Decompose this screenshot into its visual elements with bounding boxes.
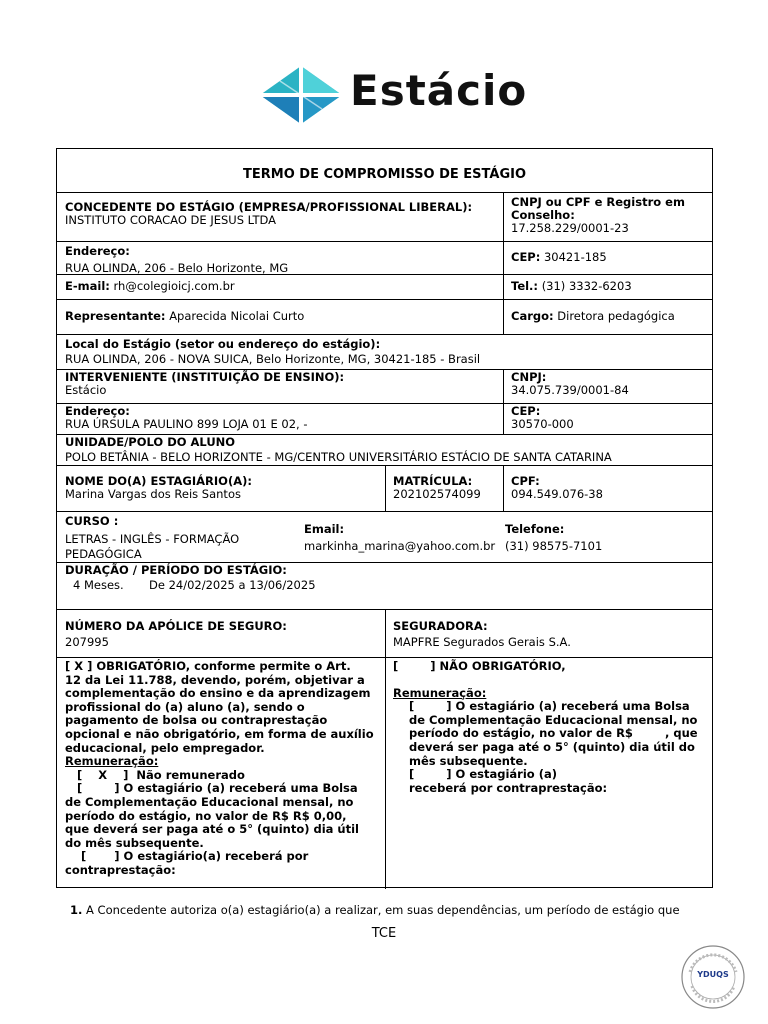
seguradora-label: SEGURADORA: — [393, 619, 488, 633]
bolsa-checkbox-2[interactable]: [ ] O estagiário (a) receberá uma Bolsa — [393, 699, 690, 714]
local-label: Local do Estágio (setor ou endereço do estágio): — [65, 337, 381, 351]
nao-obrig-line: de Complementação Educacional mensal, no — [393, 712, 698, 727]
tel-label: Tel.: — [511, 279, 539, 293]
nome-label: NOME DO(A) ESTAGIÁRIO(A): — [65, 474, 252, 488]
obrig-line: complementação do ensino e da aprendizagem — [65, 686, 371, 701]
tel-value: (31) 3332-6203 — [541, 279, 632, 293]
cargo-value: Diretora pedagógica — [557, 309, 675, 323]
curso-value-line1: LETRAS - INGLÊS - FORMAÇÃO — [65, 532, 240, 546]
cnpj2-value: 34.075.739/0001-84 — [511, 383, 629, 397]
local-value: RUA OLINDA, 206 - NOVA SUICA, Belo Horizonte, MG, 30421-185 - Brasil — [65, 352, 481, 366]
telefone-label: Telefone: — [505, 522, 565, 536]
email2-value: markinha_marina@yahoo.com.br — [304, 539, 496, 553]
concedente-value: INSTITUTO CORACAO DE JESUS LTDA — [65, 213, 277, 227]
cnpj-label: CNPJ ou CPF e Registro em Conselho: — [511, 195, 685, 222]
diamond-logo-icon — [258, 64, 344, 126]
apolice-value: 207995 — [65, 635, 109, 649]
email2-label: Email: — [304, 522, 345, 536]
matricula-value: 202102574099 — [393, 487, 481, 501]
seguradora-value: MAPFRE Segurados Gerais S.A. — [393, 635, 571, 649]
interveniente-value: Estácio — [65, 383, 107, 397]
yduqs-stamp — [680, 944, 746, 1010]
matricula-label: MATRÍCULA: — [393, 474, 473, 488]
obrig-line[interactable]: [ X ] OBRIGATÓRIO, conforme permite o Art. — [65, 659, 351, 673]
internship-form — [56, 148, 713, 888]
cargo-label: Cargo: — [511, 309, 554, 323]
curso-value-line2: PEDAGÓGICA — [65, 547, 142, 561]
cpf-label: CPF: — [511, 474, 540, 488]
clause-number: 1. — [70, 903, 83, 917]
footer-label: TCE — [371, 926, 397, 941]
nao-remunerado-checkbox[interactable]: [ X ] Não remunerado — [65, 767, 245, 782]
curso-label: CURSO : — [65, 514, 119, 528]
cep-label: CEP: — [511, 250, 541, 264]
duracao-label: DURAÇÃO / PERÍODO DO ESTÁGIO: — [65, 563, 287, 577]
remuneracao-label: Remuneração: — [65, 754, 159, 769]
remuneracao-label-2: Remuneração: — [393, 685, 487, 700]
representante-label: Representante: — [65, 309, 166, 323]
obrig-line: pagamento de bolsa ou contraprestação — [65, 713, 328, 728]
endereco-label: Endereço: — [65, 244, 130, 258]
logo-text: Estácio — [350, 66, 528, 115]
stamp-text: YDUQS — [697, 970, 729, 979]
obrig-line: profissional do (a) aluno (a), sendo o — [65, 699, 305, 714]
obrig-remun-line: de Complementação Educacional mensal, no — [65, 794, 354, 809]
duracao-periodo: De 24/02/2025 a 13/06/2025 — [149, 578, 316, 592]
clause-1 — [70, 903, 710, 917]
apolice-label: NÚMERO DA APÓLICE DE SEGURO: — [65, 619, 287, 633]
contraprestacao-checkbox[interactable]: [ ] O estagiário(a) receberá por — [65, 849, 309, 864]
unidade-label: UNIDADE/POLO DO ALUNO — [65, 435, 236, 449]
email-label: E-mail: — [65, 279, 110, 293]
telefone-value: (31) 98575-7101 — [505, 539, 603, 553]
representante-value: Aparecida Nicolai Curto — [169, 309, 305, 323]
obrig-line: educacional, pelo empregador. — [65, 740, 265, 755]
nao-obrigatorio-checkbox[interactable]: [ ] NÃO OBRIGATÓRIO, — [393, 659, 566, 673]
form-title: TERMO DE COMPROMISSO DE ESTÁGIO — [243, 167, 526, 182]
cep2-value: 30570-000 — [511, 417, 574, 431]
cnpj-value: 17.258.229/0001-23 — [511, 221, 629, 235]
nao-obrig-line: mês subsequente. — [393, 753, 528, 768]
obrig-remun-line: do mês subsequente. — [65, 835, 204, 850]
nao-obrig-line: deverá ser paga até o 5° (quinto) dia útil do — [393, 739, 695, 754]
concedente-label: CONCEDENTE DO ESTÁGIO (EMPRESA/PROFISSIONAL LIBERAL): — [65, 200, 473, 214]
obrig-remun-line: contraprestação: — [65, 862, 176, 877]
nao-obrig-line: receberá por contraprestação: — [393, 780, 608, 795]
unidade-value: POLO BETÂNIA - BELO HORIZONTE - MG/CENTRO UNIVERSITÁRIO ESTÁCIO DE SANTA CATARINA — [65, 450, 612, 464]
contraprestacao-checkbox-2[interactable]: [ ] O estagiário (a) — [393, 767, 557, 782]
nao-obrig-line: período do estágio, no valor de R$ , que — [393, 726, 698, 741]
obrig-line: opcional e não obrigatório, em forma de auxílio — [65, 726, 374, 741]
cep2-label: CEP: — [511, 404, 541, 418]
email-value: rh@colegioicj.com.br — [113, 279, 235, 293]
endereco2-label: Endereço: — [65, 404, 130, 418]
obrig-remun-line: que deverá ser paga até o 5° (quinto) dia útil — [65, 822, 359, 837]
endereco-value: RUA OLINDA, 206 - Belo Horizonte, MG — [65, 261, 289, 275]
obrigatorio-block — [59, 660, 383, 878]
nome-value: Marina Vargas dos Reis Santos — [65, 487, 241, 501]
bolsa-checkbox[interactable]: [ ] O estagiário (a) receberá uma Bolsa — [65, 781, 358, 796]
obrig-remun-line: período do estágio, no valor de R$ R$ 0,00, — [65, 808, 347, 823]
clause-text: A Concedente autoriza o(a) estagiário(a) a realizar, em suas dependências, um período de estágio que — [86, 903, 680, 917]
obrig-line: 12 da Lei 11.788, devendo, porém, objetivar a — [65, 672, 365, 687]
cep-value: 30421-185 — [543, 250, 607, 264]
duracao-meses: 4 Meses. — [73, 578, 124, 592]
nao-obrigatorio-block — [387, 660, 711, 795]
estacio-logo — [258, 64, 558, 130]
interveniente-label: INTERVENIENTE (INSTITUIÇÃO DE ENSINO): — [65, 370, 345, 384]
cnpj2-label: CNPJ: — [511, 370, 547, 384]
endereco2-value: RUA ÚRSULA PAULINO 899 LOJA 01 E 02, - — [65, 417, 308, 431]
cpf-value: 094.549.076-38 — [511, 487, 603, 501]
